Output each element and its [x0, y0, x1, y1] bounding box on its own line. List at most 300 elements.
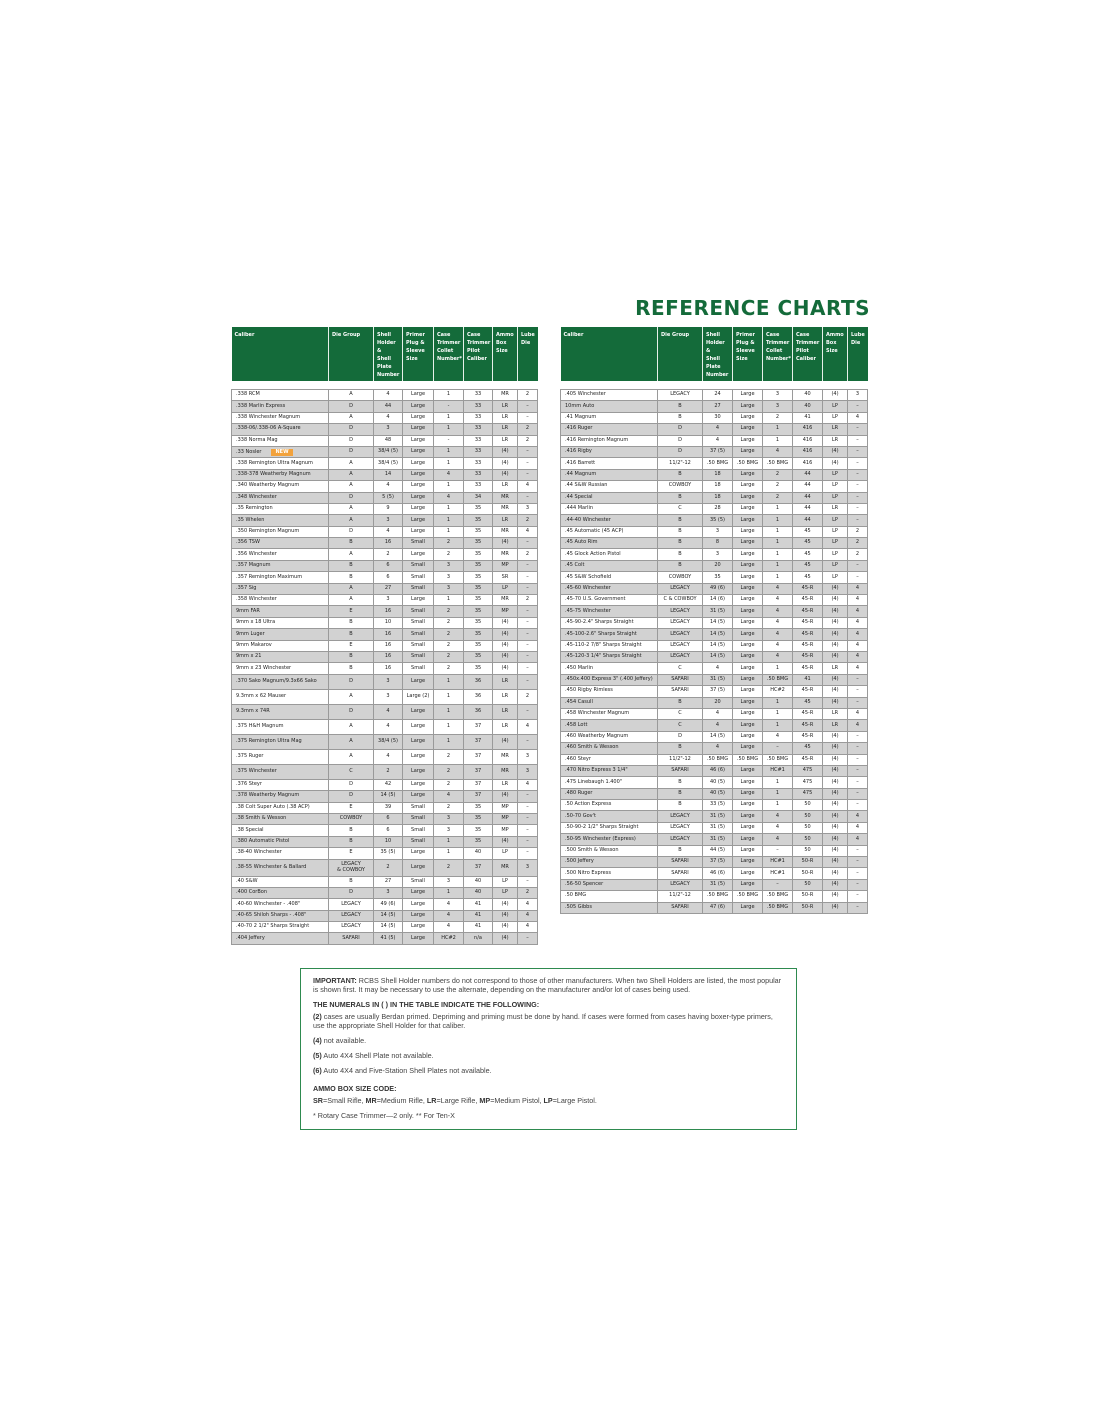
table-row [561, 731, 868, 742]
table-cell: (4) [823, 811, 848, 822]
table-cell: 1 [763, 549, 793, 560]
table-cell: MP [493, 560, 518, 571]
column-header: Die Group [329, 327, 374, 381]
table-cell: LR [823, 503, 848, 514]
table-cell: LR [493, 689, 518, 704]
caliber-cell [561, 390, 658, 401]
table-row [561, 469, 868, 480]
table-row [232, 674, 538, 689]
table-cell: B [658, 469, 703, 480]
table-cell: Large [403, 859, 434, 876]
table-cell: 45 [793, 560, 823, 571]
table-cell: Large [733, 390, 763, 401]
table-cell: A [329, 719, 374, 734]
table-cell: B [658, 492, 703, 503]
table-row [232, 617, 538, 628]
left-reference-table [231, 327, 538, 945]
caliber-cell [561, 617, 658, 628]
table-cell: 36 [464, 674, 493, 689]
table-cell: Large [733, 902, 763, 913]
table-cell: 35 [464, 617, 493, 628]
table-row [232, 779, 538, 790]
table-cell: 2 [518, 515, 538, 526]
column-header: Case Trimmer Collet Number* [434, 327, 464, 381]
table-row [232, 704, 538, 719]
table-cell: 1 [763, 526, 793, 537]
table-row [561, 777, 868, 788]
table-cell: Large [733, 640, 763, 651]
note-2: (2) cases are usually Berdan primed. Depriming and priming must be done by hand. If cases were formed from cases having boxer-type primers, use the appropriate Shell Holder for that caliber. [313, 1012, 773, 1030]
table-cell: Large [403, 390, 434, 401]
caliber-cell [232, 876, 329, 887]
table-cell: Large [733, 469, 763, 480]
table-row [561, 788, 868, 799]
table-cell: 38/4 (5) [374, 458, 403, 469]
column-header: Case Trimmer Collet Number* [763, 327, 793, 381]
table-cell: MP [493, 606, 518, 617]
table-cell: 4 [518, 719, 538, 734]
table-cell: – [518, 572, 538, 583]
table-cell: .50 BMG [733, 891, 763, 902]
table-cell: 4 [374, 412, 403, 423]
table-cell: HC#1 [763, 868, 793, 879]
caliber-label: .40-60 Winchester - .408" [236, 900, 301, 907]
table-cell: 50 [793, 811, 823, 822]
table-cell: 11/2"-12 [658, 458, 703, 469]
caliber-cell [232, 933, 329, 944]
table-cell: – [848, 765, 868, 776]
table-cell: – [848, 845, 868, 856]
table-cell: 30 [703, 412, 733, 423]
table-row [561, 651, 868, 662]
table-cell: Large [733, 503, 763, 514]
table-cell: Large [733, 857, 763, 868]
caliber-cell [232, 538, 329, 549]
table-cell: B [658, 549, 703, 560]
table-cell: Large [733, 800, 763, 811]
table-cell: 16 [374, 629, 403, 640]
table-cell: LR [823, 720, 848, 731]
caliber-label: .45 Auto Rim [565, 539, 598, 546]
table-cell: 4 [518, 481, 538, 492]
table-cell: (4) [823, 629, 848, 640]
table-cell: 41 (5) [374, 933, 403, 944]
table-cell: 3 [518, 749, 538, 764]
table-cell: 31 (5) [703, 811, 733, 822]
table-cell: LP [823, 401, 848, 412]
table-cell: 45-R [793, 731, 823, 742]
table-cell: D [658, 435, 703, 446]
table-cell: 1 [434, 704, 464, 719]
caliber-label: .404 Jeffery [236, 934, 265, 941]
table-cell: 27 [703, 401, 733, 412]
table-cell: 416 [793, 446, 823, 457]
table-cell: 4 [434, 791, 464, 802]
table-cell: Large [733, 412, 763, 423]
table-row [232, 651, 538, 662]
table-cell: 8 [703, 538, 733, 549]
table-cell: (4) [493, 629, 518, 640]
table-cell: 1 [434, 458, 464, 469]
table-cell: Large [403, 435, 434, 446]
caliber-cell [232, 887, 329, 898]
table-cell: 40 [464, 848, 493, 859]
table-cell: 3 [434, 583, 464, 594]
table-row [561, 879, 868, 890]
table-cell: Large [403, 764, 434, 779]
caliber-cell [232, 424, 329, 435]
table-row [561, 663, 868, 674]
table-row [232, 825, 538, 836]
table-cell: 4 [763, 629, 793, 640]
table-row [232, 595, 538, 606]
table-row [232, 719, 538, 734]
table-cell: 2 [374, 549, 403, 560]
table-row [232, 390, 538, 401]
table-cell: Large [403, 526, 434, 537]
column-header: Shell Holder & Shell Plate Number [703, 327, 733, 381]
table-cell: 4 [763, 606, 793, 617]
table-cell: .50 BMG [763, 902, 793, 913]
table-cell: B [329, 572, 374, 583]
new-badge: NEW [271, 449, 292, 456]
caliber-cell [561, 788, 658, 799]
caliber-cell [561, 538, 658, 549]
caliber-cell [561, 469, 658, 480]
caliber-label: .338-06/.338-06 A-Square [236, 425, 301, 432]
table-cell: 1 [763, 503, 793, 514]
table-cell: (4) [493, 469, 518, 480]
table-cell: A [329, 412, 374, 423]
table-cell: (4) [823, 743, 848, 754]
table-cell: Large [733, 788, 763, 799]
caliber-cell [232, 791, 329, 802]
table-cell: 3 [518, 859, 538, 876]
table-row [561, 424, 868, 435]
table-cell: 38/4 (5) [374, 734, 403, 749]
table-cell: 42 [374, 779, 403, 790]
table-cell: LP [823, 526, 848, 537]
table-cell: - [434, 435, 464, 446]
table-cell: – [848, 891, 868, 902]
table-cell: – [848, 401, 868, 412]
table-cell: C [329, 764, 374, 779]
caliber-cell [232, 458, 329, 469]
caliber-cell [232, 515, 329, 526]
table-cell: Large [733, 481, 763, 492]
caliber-label: .375 Winchester [236, 767, 277, 774]
table-cell: 35 [464, 663, 493, 674]
table-cell: LEGACY [658, 822, 703, 833]
caliber-label: .33 Nosler [236, 448, 262, 455]
caliber-label: .444 Marlin [565, 505, 594, 512]
column-header: Lube Die [848, 327, 868, 381]
table-cell: – [518, 412, 538, 423]
table-cell: 4 [763, 617, 793, 628]
table-cell: .50 BMG [763, 674, 793, 685]
table-cell: 14 (5) [374, 910, 403, 921]
table-cell: (4) [823, 697, 848, 708]
table-cell: 4 [763, 640, 793, 651]
caliber-cell [561, 902, 658, 913]
caliber-label: .416 Rigby [565, 448, 592, 455]
note-4: (4) not available. [313, 1036, 367, 1045]
table-row [232, 572, 538, 583]
column-header: Shell Holder & Shell Plate Number [374, 327, 403, 381]
table-cell: B [329, 663, 374, 674]
caliber-label: .45-120-3 1/4" Sharps Straight [565, 653, 642, 660]
table-cell: 28 [703, 503, 733, 514]
table-cell: Large [733, 424, 763, 435]
table-cell: .50 BMG [763, 891, 793, 902]
caliber-label: 9mm x 23 Winchester [236, 664, 292, 671]
table-cell: Large [733, 651, 763, 662]
caliber-cell [232, 549, 329, 560]
caliber-label: .45-60 Winchester [565, 584, 611, 591]
table-cell: 4 [848, 811, 868, 822]
table-cell: Large [733, 879, 763, 890]
caliber-label: .38 Special [236, 826, 264, 833]
table-cell: 35 [464, 595, 493, 606]
table-cell: 1 [763, 697, 793, 708]
caliber-label: 10mm Auto [565, 402, 595, 409]
table-cell: (4) [823, 845, 848, 856]
caliber-cell [232, 899, 329, 910]
table-cell: 2 [848, 538, 868, 549]
table-cell: 2 [518, 424, 538, 435]
table-cell: D [329, 424, 374, 435]
table-row [232, 640, 538, 651]
table-cell: Large (2) [403, 689, 434, 704]
table-cell: D [329, 887, 374, 898]
table-cell: – [848, 503, 868, 514]
table-cell: LEGACY & COWBOY [329, 859, 374, 876]
table-cell: 4 [848, 629, 868, 640]
column-header: Lube Die [518, 327, 538, 381]
table-cell: 16 [374, 640, 403, 651]
page-title: REFERENCE CHARTS [635, 296, 870, 320]
caliber-label: .338 Winchester Magnum [236, 414, 301, 421]
table-cell: 45-R [793, 754, 823, 765]
table-cell: A [329, 549, 374, 560]
table-cell: 36 [464, 689, 493, 704]
column-header: Die Group [658, 327, 703, 381]
table-cell: 35 [464, 538, 493, 549]
caliber-cell [232, 617, 329, 628]
table-cell: Large [403, 446, 434, 457]
table-cell: 35 [464, 629, 493, 640]
caliber-label: .45-90-2.4" Sharps Straight [565, 619, 634, 626]
caliber-label: .40-70 2 1/2" Sharps Straight [236, 923, 310, 930]
table-cell: 2 [434, 651, 464, 662]
table-cell: 45 [793, 743, 823, 754]
caliber-cell [561, 663, 658, 674]
table-cell: .50 BMG [733, 754, 763, 765]
table-cell: – [848, 458, 868, 469]
table-cell: Large [403, 719, 434, 734]
table-cell: Large [733, 617, 763, 628]
table-cell: MR [493, 595, 518, 606]
table-cell: 44 [793, 515, 823, 526]
table-cell: LP [493, 876, 518, 887]
table-cell: 40 [793, 401, 823, 412]
caliber-label: .458 Winchester Magnum [565, 710, 630, 717]
table-cell: – [518, 813, 538, 824]
table-cell: 2 [518, 549, 538, 560]
table-cell: 40 [464, 887, 493, 898]
caliber-label: .460 Weatherby Magnum [565, 733, 629, 740]
table-cell: Large [733, 446, 763, 457]
table-cell: – [848, 800, 868, 811]
table-cell: 45-R [793, 617, 823, 628]
table-cell: 1 [434, 887, 464, 898]
table-cell: 1 [434, 424, 464, 435]
table-row [561, 765, 868, 776]
table-cell: 4 [763, 583, 793, 594]
caliber-label: .356 TSW [236, 539, 260, 546]
table-row [232, 910, 538, 921]
table-cell: Large [403, 515, 434, 526]
table-cell: B [329, 651, 374, 662]
caliber-cell [561, 686, 658, 697]
caliber-label: .50-95 Winchester (Express) [565, 835, 636, 842]
table-row [561, 492, 868, 503]
table-cell: 50 [793, 879, 823, 890]
table-cell: 37 [464, 764, 493, 779]
table-cell: 14 (5) [703, 651, 733, 662]
table-cell: 3 [374, 674, 403, 689]
table-row [232, 446, 538, 457]
table-cell: 37 (5) [703, 446, 733, 457]
table-cell: 3 [434, 876, 464, 887]
caliber-label: .480 Ruger [565, 789, 593, 796]
table-cell: 45 [793, 549, 823, 560]
caliber-cell [561, 857, 658, 868]
table-cell: 37 (5) [703, 686, 733, 697]
table-cell: A [329, 734, 374, 749]
caliber-label: .350 Remington Magnum [236, 527, 300, 534]
table-cell: .50 BMG [703, 891, 733, 902]
footnote: * Rotary Case Trimmer—2 only. ** For Ten-X [313, 1111, 455, 1120]
table-cell: 41 [464, 910, 493, 921]
table-cell: 33 [464, 390, 493, 401]
table-cell: Large [403, 887, 434, 898]
caliber-cell [232, 689, 329, 704]
table-cell: 50-R [793, 868, 823, 879]
table-cell: – [763, 743, 793, 754]
table-cell: LEGACY [658, 390, 703, 401]
table-cell: 3 [763, 401, 793, 412]
table-row [561, 583, 868, 594]
table-cell: .50 BMG [763, 754, 793, 765]
caliber-cell [561, 424, 658, 435]
table-cell: 4 [703, 424, 733, 435]
table-cell: Large [403, 412, 434, 423]
table-cell: B [658, 560, 703, 571]
table-cell: (4) [493, 640, 518, 651]
table-cell: 3 [703, 526, 733, 537]
table-cell: 33 [464, 458, 493, 469]
table-cell: 4 [434, 899, 464, 910]
table-cell: 33 [464, 412, 493, 423]
table-header-row [561, 327, 868, 381]
table-cell: (4) [493, 458, 518, 469]
table-cell: Large [733, 435, 763, 446]
table-cell: Small [403, 617, 434, 628]
table-cell: – [848, 857, 868, 868]
table-cell: 16 [374, 538, 403, 549]
table-row [561, 834, 868, 845]
caliber-cell [561, 458, 658, 469]
table-cell: 4 [763, 651, 793, 662]
table-cell: .50 BMG [763, 458, 793, 469]
table-cell: 45-R [793, 663, 823, 674]
table-cell: A [329, 390, 374, 401]
table-cell: (4) [823, 891, 848, 902]
table-cell: 4 [518, 899, 538, 910]
table-cell: 31 (5) [703, 879, 733, 890]
caliber-cell [232, 526, 329, 537]
table-cell: – [518, 492, 538, 503]
table-cell: 14 [374, 469, 403, 480]
table-cell: 2 [434, 779, 464, 790]
table-cell: 4 [703, 720, 733, 731]
table-cell: Large [403, 458, 434, 469]
caliber-label: .44 Magnum [565, 471, 597, 478]
table-cell: MR [493, 764, 518, 779]
caliber-cell [232, 764, 329, 779]
ammo-box-heading: AMMO BOX SIZE CODE: [313, 1084, 397, 1093]
caliber-label: .405 Winchester [565, 391, 606, 398]
table-cell: LEGACY [329, 922, 374, 933]
table-cell: 2 [763, 412, 793, 423]
table-cell: C [658, 708, 703, 719]
table-row [232, 583, 538, 594]
table-cell: 1 [434, 734, 464, 749]
caliber-cell [561, 572, 658, 583]
table-cell: – [518, 734, 538, 749]
table-cell: (4) [493, 910, 518, 921]
caliber-label: .416 Ruger [565, 425, 593, 432]
table-cell: LP [823, 412, 848, 423]
table-cell: Large [403, 779, 434, 790]
table-cell: LEGACY [658, 879, 703, 890]
caliber-label: .38 Colt Super Auto (.38 ACP) [236, 803, 310, 810]
table-cell: 1 [763, 777, 793, 788]
table-cell: 2 [434, 549, 464, 560]
table-cell: 2 [434, 764, 464, 779]
table-cell: 416 [793, 458, 823, 469]
caliber-label: 9mm x 18 Ultra [236, 619, 276, 626]
caliber-cell [561, 583, 658, 594]
table-cell: Large [733, 731, 763, 742]
table-row [232, 764, 538, 779]
table-cell: (4) [493, 899, 518, 910]
table-cell: D [658, 424, 703, 435]
table-cell: MR [493, 503, 518, 514]
table-cell: LR [493, 779, 518, 790]
table-cell: Large [403, 933, 434, 944]
table-cell: 50-R [793, 891, 823, 902]
table-row [232, 560, 538, 571]
table-cell: – [848, 469, 868, 480]
table-cell: (4) [823, 731, 848, 742]
table-cell: LR [493, 401, 518, 412]
table-cell: (4) [823, 857, 848, 868]
table-cell: 10 [374, 836, 403, 847]
table-row [561, 412, 868, 423]
table-cell: 4 [848, 412, 868, 423]
